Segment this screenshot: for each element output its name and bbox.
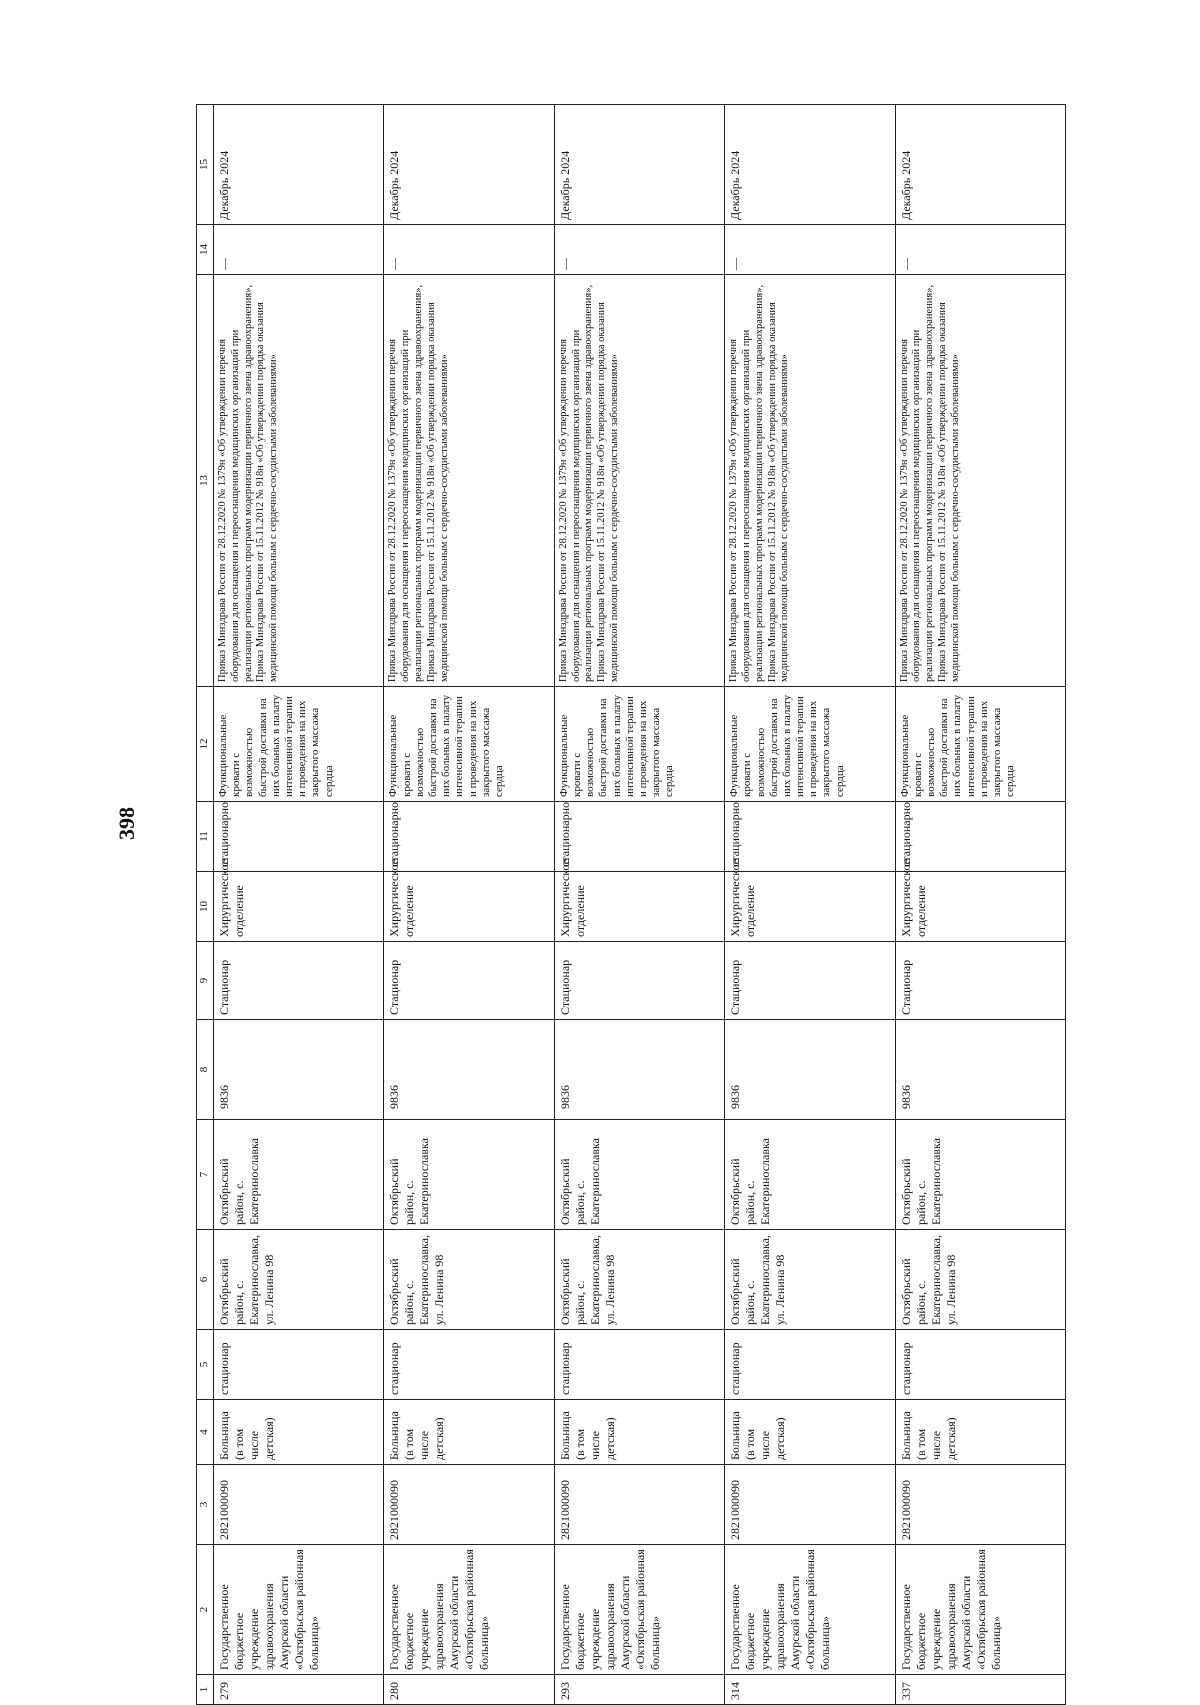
cell-row-number: 279 (214, 1675, 384, 1705)
col-header-15: 15 (197, 105, 214, 225)
col-header-8: 8 (197, 1020, 214, 1120)
cell-row-number: 293 (554, 1675, 724, 1705)
cell-care-type: стационар (384, 1330, 554, 1400)
col-header-9: 9 (197, 942, 214, 1020)
col-header-12: 12 (197, 687, 214, 802)
cell-care-type: стационар (725, 1330, 895, 1400)
cell-population: 9836 (725, 1020, 895, 1120)
cell-deadline: Декабрь 2024 (725, 105, 895, 225)
equipment-table (196, 104, 1066, 1705)
table-row (384, 105, 554, 1705)
cell-location: Октябрьский район, с. Екатеринославка (554, 1120, 724, 1230)
cell-department: Хирургическое отделение (384, 872, 554, 942)
cell-row-number: 280 (384, 1675, 554, 1705)
cell-inn: 2821000090 (214, 1465, 384, 1545)
table-row (895, 105, 1065, 1705)
cell-organization: Государственное бюджетное учреждение здравоохранения Амурской области «Октябрьская районная больница» (725, 1545, 895, 1675)
cell-population: 9836 (554, 1020, 724, 1120)
table-row (725, 105, 895, 1705)
header-row (197, 105, 214, 1705)
cell-deadline: Декабрь 2024 (554, 105, 724, 225)
cell-facility-type: Больница (в том числе детская) (554, 1400, 724, 1465)
cell-department: Хирургическое отделение (895, 872, 1065, 942)
col-header-10: 10 (197, 872, 214, 942)
cell-unit: Стационар (554, 942, 724, 1020)
cell-population: 9836 (895, 1020, 1065, 1120)
cell-regulation: Приказ Минздрава России от 28.12.2020 № 1379н «Об утверждении перечня оборудования для оснащения и переоснащения медицинских организаций при реализации региональных программ модернизации первичного звена здравоохранения», Приказ Минздрава России от 15.11.2012 № 918н «Об утверждении порядка оказания медицинской помощи больным с сердечно-сосудистыми заболеваниями» (554, 275, 724, 687)
cell-unit: Стационар (725, 942, 895, 1020)
cell-equipment: Функциональные кровати с возможностью быстрой доставки на них больных в палату интенсивной терапии и проведения на них закрытого массажа сердца (554, 687, 724, 802)
cell-facility-type: Больница (в том числе детская) (384, 1400, 554, 1465)
cell-inn: 2821000090 (384, 1465, 554, 1545)
col-header-1: 1 (197, 1675, 214, 1705)
cell-department: Хирургическое отделение (725, 872, 895, 942)
cell-deadline: Декабрь 2024 (895, 105, 1065, 225)
cell-conditions: стационарно (384, 802, 554, 872)
cell-unit: Стационар (214, 942, 384, 1020)
cell-care-type: стационар (895, 1330, 1065, 1400)
cell-care-type: стационар (214, 1330, 384, 1400)
cell-conditions: стационарно (725, 802, 895, 872)
cell-dash: — (554, 225, 724, 275)
cell-facility-type: Больница (в том числе детская) (725, 1400, 895, 1465)
cell-population: 9836 (384, 1020, 554, 1120)
cell-organization: Государственное бюджетное учреждение здравоохранения Амурской области «Октябрьская районная больница» (895, 1545, 1065, 1675)
cell-deadline: Декабрь 2024 (384, 105, 554, 225)
col-header-14: 14 (197, 225, 214, 275)
cell-population: 9836 (214, 1020, 384, 1120)
cell-equipment: Функциональные кровати с возможностью быстрой доставки на них больных в палату интенсивной терапии и проведения на них закрытого массажа сердца (384, 687, 554, 802)
col-header-13: 13 (197, 275, 214, 687)
cell-unit: Стационар (895, 942, 1065, 1020)
cell-regulation: Приказ Минздрава России от 28.12.2020 № 1379н «Об утверждении перечня оборудования для оснащения и переоснащения медицинских организаций при реализации региональных программ модернизации первичного звена здравоохранения», Приказ Минздрава России от 15.11.2012 № 918н «Об утверждении порядка оказания медицинской помощи больным с сердечно-сосудистыми заболеваниями» (214, 275, 384, 687)
col-header-2: 2 (197, 1545, 214, 1675)
col-header-11: 11 (197, 802, 214, 872)
cell-row-number: 337 (895, 1675, 1065, 1705)
page-number: 398 (114, 807, 139, 840)
col-header-5: 5 (197, 1330, 214, 1400)
col-header-4: 4 (197, 1400, 214, 1465)
cell-equipment: Функциональные кровати с возможностью быстрой доставки на них больных в палату интенсивной терапии и проведения на них закрытого массажа сердца (725, 687, 895, 802)
cell-address: Октябрьский район, с. Екатеринославка, ул. Ленина 98 (554, 1230, 724, 1330)
cell-deadline: Декабрь 2024 (214, 105, 384, 225)
cell-equipment: Функциональные кровати с возможностью быстрой доставки на них больных в палату интенсивной терапии и проведения на них закрытого массажа сердца (214, 687, 384, 802)
cell-dash: — (895, 225, 1065, 275)
cell-conditions: стационарно (214, 802, 384, 872)
cell-address: Октябрьский район, с. Екатеринославка, ул. Ленина 98 (725, 1230, 895, 1330)
cell-facility-type: Больница (в том числе детская) (895, 1400, 1065, 1465)
cell-department: Хирургическое отделение (214, 872, 384, 942)
cell-conditions: стационарно (895, 802, 1065, 872)
col-header-7: 7 (197, 1120, 214, 1230)
cell-organization: Государственное бюджетное учреждение здравоохранения Амурской области «Октябрьская районная больница» (554, 1545, 724, 1675)
col-header-6: 6 (197, 1230, 214, 1330)
cell-regulation: Приказ Минздрава России от 28.12.2020 № 1379н «Об утверждении перечня оборудования для оснащения и переоснащения медицинских организаций при реализации региональных программ модернизации первичного звена здравоохранения», Приказ Минздрава России от 15.11.2012 № 918н «Об утверждении порядка оказания медицинской помощи больным с сердечно-сосудистыми заболеваниями» (384, 275, 554, 687)
cell-equipment: Функциональные кровати с возможностью быстрой доставки на них больных в палату интенсивной терапии и проведения на них закрытого массажа сердца (895, 687, 1065, 802)
cell-address: Октябрьский район, с. Екатеринославка, ул. Ленина 98 (895, 1230, 1065, 1330)
cell-care-type: стационар (554, 1330, 724, 1400)
cell-organization: Государственное бюджетное учреждение здравоохранения Амурской области «Октябрьская районная больница» (384, 1545, 554, 1675)
cell-regulation: Приказ Минздрава России от 28.12.2020 № 1379н «Об утверждении перечня оборудования для оснащения и переоснащения медицинских организаций при реализации региональных программ модернизации первичного звена здравоохранения», Приказ Минздрава России от 15.11.2012 № 918н «Об утверждении порядка оказания медицинской помощи больным с сердечно-сосудистыми заболеваниями» (895, 275, 1065, 687)
cell-dash: — (214, 225, 384, 275)
cell-location: Октябрьский район, с. Екатеринославка (384, 1120, 554, 1230)
cell-location: Октябрьский район, с. Екатеринославка (725, 1120, 895, 1230)
cell-inn: 2821000090 (725, 1465, 895, 1545)
cell-regulation: Приказ Минздрава России от 28.12.2020 № 1379н «Об утверждении перечня оборудования для оснащения и переоснащения медицинских организаций при реализации региональных программ модернизации первичного звена здравоохранения», Приказ Минздрава России от 15.11.2012 № 918н «Об утверждении порядка оказания медицинской помощи больным с сердечно-сосудистыми заболеваниями» (725, 275, 895, 687)
table-row (214, 105, 384, 1705)
cell-dash: — (725, 225, 895, 275)
cell-unit: Стационар (384, 942, 554, 1020)
cell-conditions: стационарно (554, 802, 724, 872)
cell-row-number: 314 (725, 1675, 895, 1705)
cell-inn: 2821000090 (895, 1465, 1065, 1545)
cell-facility-type: Больница (в том числе детская) (214, 1400, 384, 1465)
cell-location: Октябрьский район, с. Екатеринославка (214, 1120, 384, 1230)
col-header-3: 3 (197, 1465, 214, 1545)
table-row (554, 105, 724, 1705)
cell-inn: 2821000090 (554, 1465, 724, 1545)
cell-address: Октябрьский район, с. Екатеринославка, ул. Ленина 98 (214, 1230, 384, 1330)
equipment-table-container (196, 105, 1066, 1705)
cell-dash: — (384, 225, 554, 275)
cell-location: Октябрьский район, с. Екатеринославка (895, 1120, 1065, 1230)
cell-department: Хирургическое отделение (554, 872, 724, 942)
cell-address: Октябрьский район, с. Екатеринославка, ул. Ленина 98 (384, 1230, 554, 1330)
cell-organization: Государственное бюджетное учреждение здравоохранения Амурской области «Октябрьская районная больница» (214, 1545, 384, 1675)
